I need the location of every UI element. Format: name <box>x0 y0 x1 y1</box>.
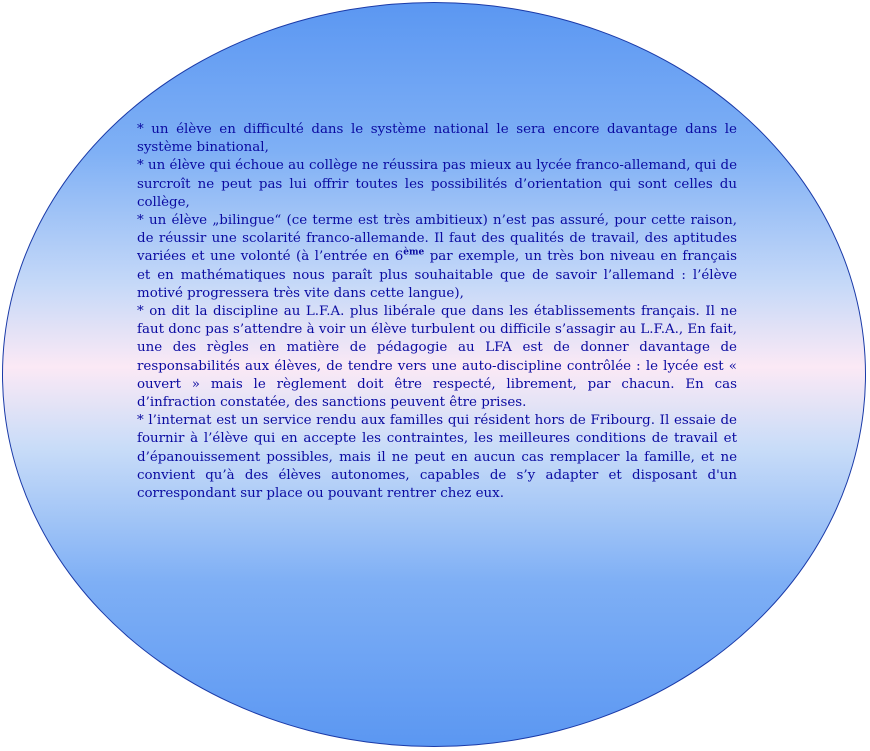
paragraph-bilingual <box>137 212 737 303</box>
paragraph-bilingual-part2: par exemple, un très bon niveau en français et en mathématiques nous paraît plus souhaitable que de savoir l’allemand : l’élève motivé progressera très vite dans cette langue), <box>137 249 737 301</box>
paragraph-discipline: * on dit la discipline au L.F.A. plus libérale que dans les établissements français. Il ne faut donc pas s’attendre à voir un élève turbulent ou difficile s’assagir au L.F.A., En fait, une des règles en matière de pédagogie au LFA est de donner davantage de responsabilités aux élèves, de tendre vers une auto-discipline contrôlée : le lycée est « ouvert » mais le règlement doit être respecté, librement, par chacun. En cas d’infraction constatée, des sanctions peuvent être prises. <box>137 304 737 411</box>
paragraph-boarding: * l’internat est un service rendu aux familles qui résident hors de Fribourg. Il essaie de fournir à l’élève qui en accepte les contraintes, les meilleures conditions de travail et d’épanouissement possibles, mais il ne peut en aucun cas remplacer la famille, et ne convient qu’à des élèves autonomes, capables de s’y adapter et disposant d'un correspondant sur place ou pouvant rentrer chez eux. <box>137 413 737 502</box>
paragraph-difficulty: * un élève en difficulté dans le système national le sera encore davantage dans le système binational, <box>137 122 737 156</box>
paragraph-bilingual-part1: * un élève „bilingue“ (ce terme est très ambitieux) n’est pas assuré, pour cette raison, de réussir une scolarité franco-allemande. Il faut des qualités de travail, des aptitudes variées et une volonté (à l’entrée en 6 <box>137 213 737 265</box>
paragraph-failure: * un élève qui échoue au collège ne réussira pas mieux au lycée franco-allemand, qui de surcroît ne peut pas lui offrir toutes les possibilités d’orientation qui sont celles du collège, <box>137 158 737 210</box>
superscript-eme: ème <box>403 247 425 258</box>
text-block <box>137 121 737 503</box>
